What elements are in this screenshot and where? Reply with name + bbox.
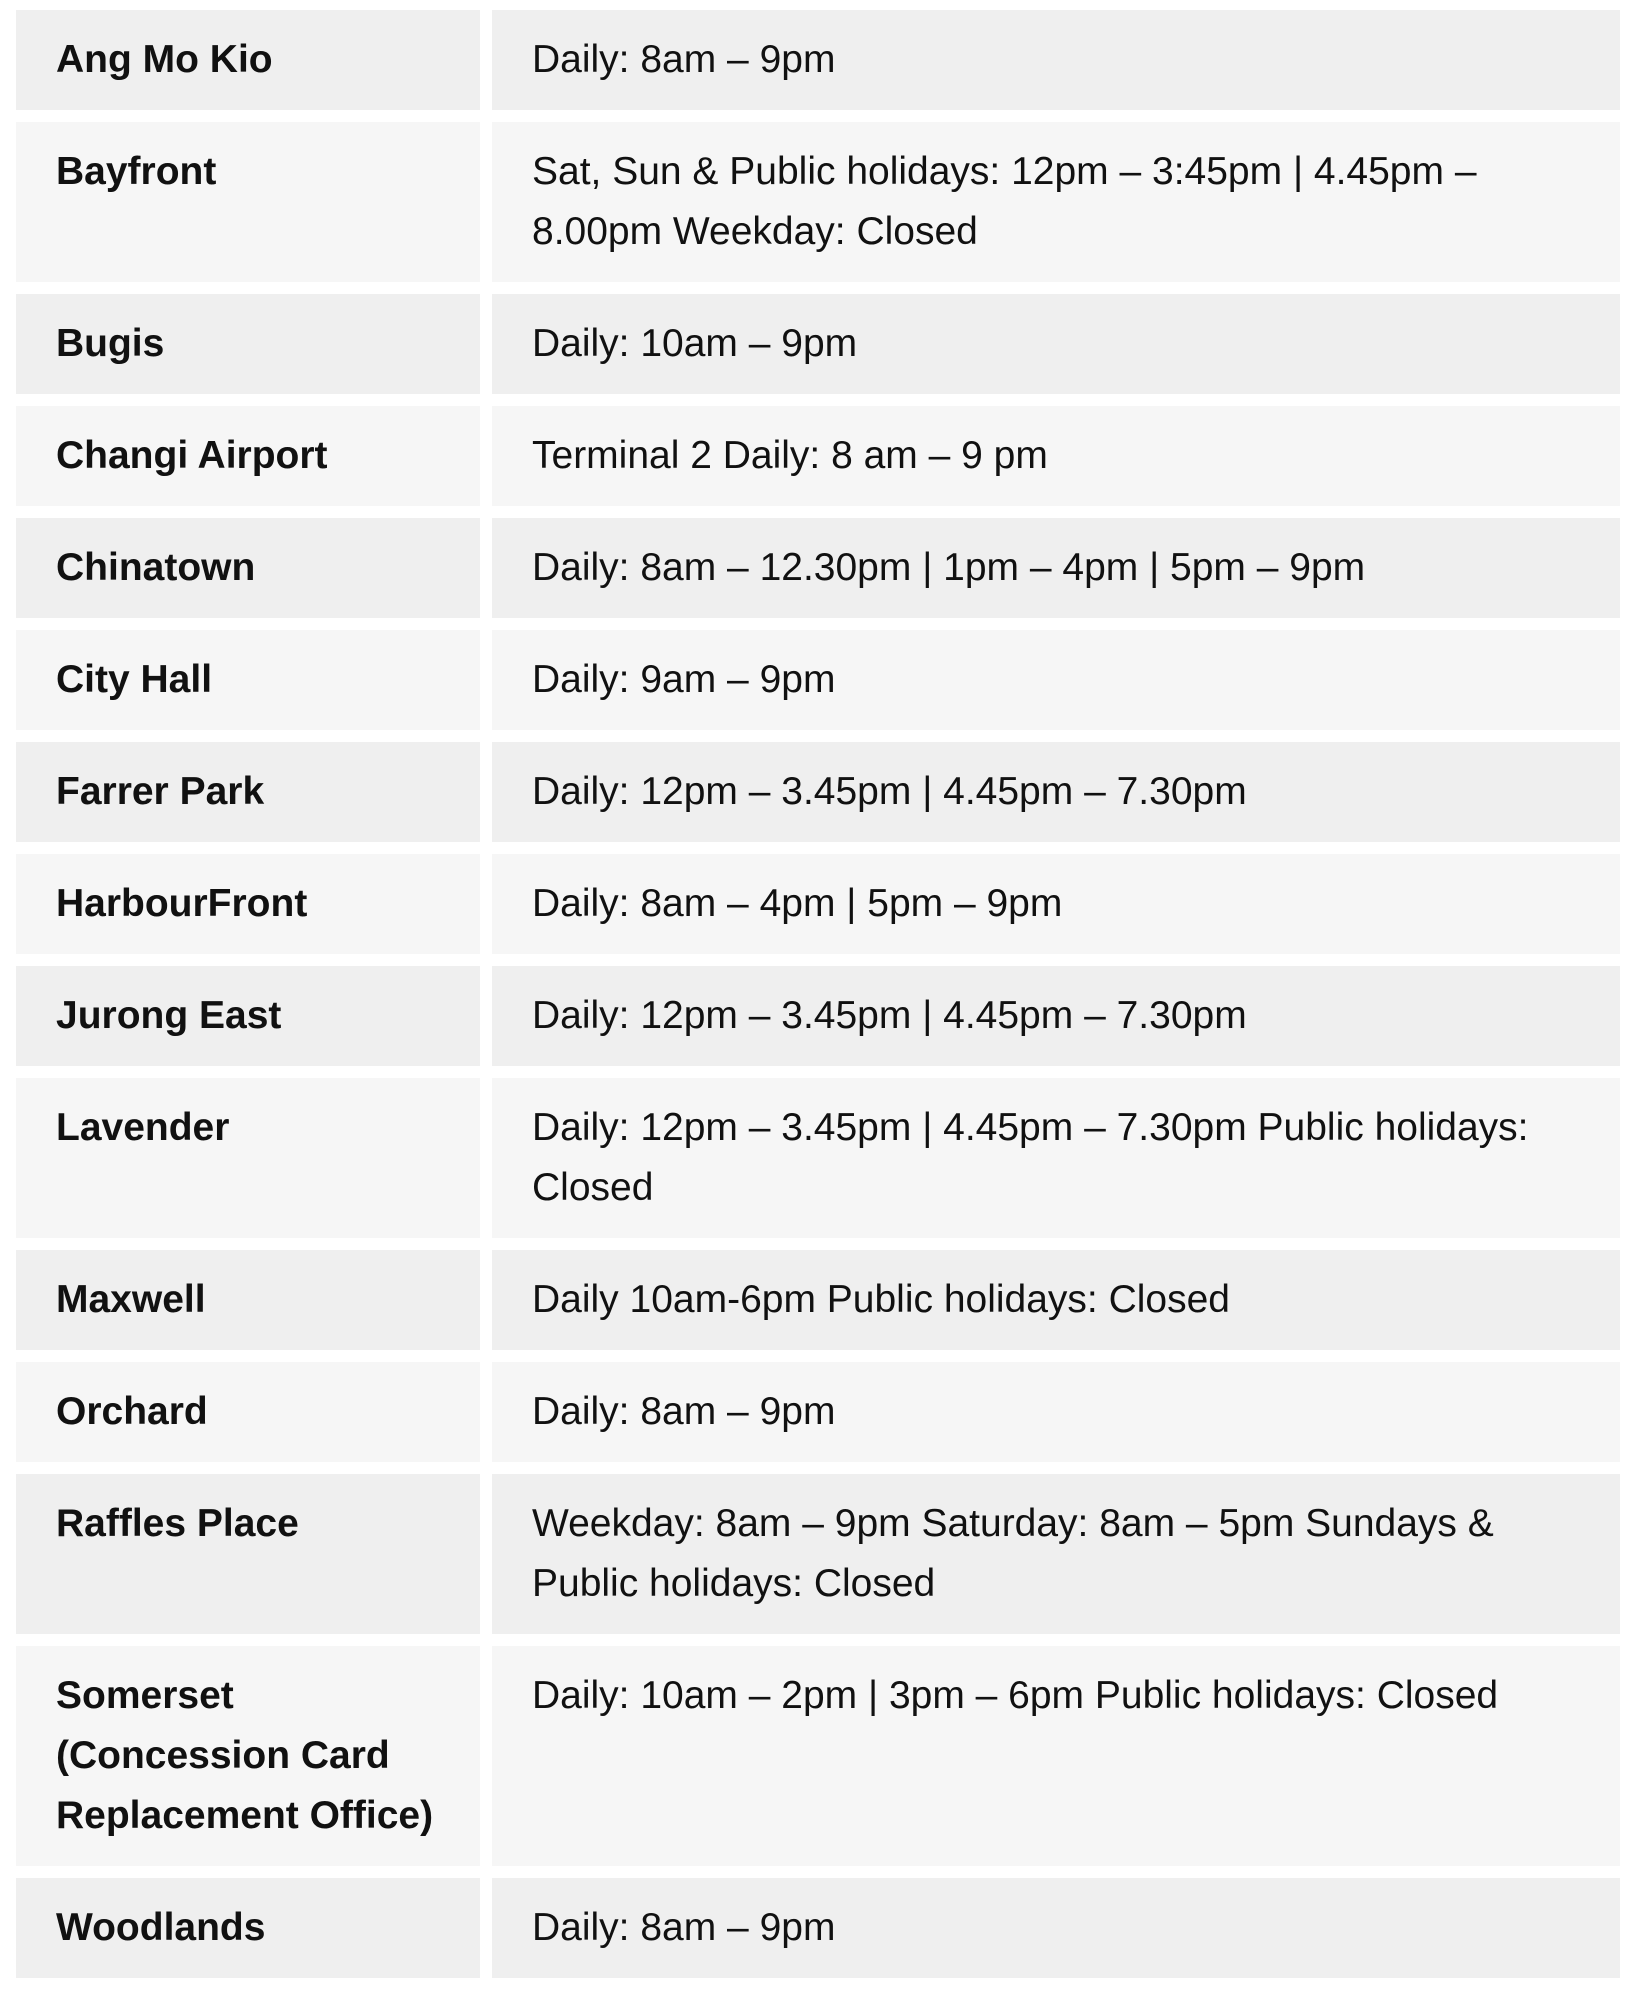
opening-hours: Daily: 12pm – 3.45pm | 4.45pm – 7.30pm Public holidays: Closed — [492, 1078, 1620, 1238]
table-row — [16, 854, 1620, 954]
opening-hours: Daily: 8am – 12.30pm | 1pm – 4pm | 5pm – 9pm — [492, 518, 1620, 618]
location-name: Chinatown — [16, 518, 492, 618]
location-name: Bugis — [16, 294, 492, 394]
opening-hours: Daily: 8am – 9pm — [492, 1878, 1620, 1978]
opening-hours: Daily: 12pm – 3.45pm | 4.45pm – 7.30pm — [492, 966, 1620, 1066]
table-row — [16, 966, 1620, 1066]
opening-hours: Daily: 8am – 9pm — [492, 1362, 1620, 1462]
table-row — [16, 1646, 1620, 1866]
opening-hours: Daily 10am-6pm Public holidays: Closed — [492, 1250, 1620, 1350]
table-row — [16, 10, 1620, 110]
opening-hours: Daily: 8am – 4pm | 5pm – 9pm — [492, 854, 1620, 954]
location-name: Woodlands — [16, 1878, 492, 1978]
opening-hours: Daily: 10am – 2pm | 3pm – 6pm Public holidays: Closed — [492, 1646, 1620, 1866]
location-name: Maxwell — [16, 1250, 492, 1350]
location-name: HarbourFront — [16, 854, 492, 954]
location-name: Somerset (Concession Card Replacement Office) — [16, 1646, 492, 1866]
location-name: Lavender — [16, 1078, 492, 1238]
table-row — [16, 518, 1620, 618]
opening-hours: Sat, Sun & Public holidays: 12pm – 3:45pm | 4.45pm – 8.00pm Weekday: Closed — [492, 122, 1620, 282]
opening-hours: Daily: 12pm – 3.45pm | 4.45pm – 7.30pm — [492, 742, 1620, 842]
table-row — [16, 406, 1620, 506]
location-name: City Hall — [16, 630, 492, 730]
table-row — [16, 1362, 1620, 1462]
table-row — [16, 1250, 1620, 1350]
opening-hours: Daily: 8am – 9pm — [492, 10, 1620, 110]
table-row — [16, 742, 1620, 842]
location-name: Changi Airport — [16, 406, 492, 506]
opening-hours: Terminal 2 Daily: 8 am – 9 pm — [492, 406, 1620, 506]
location-name: Farrer Park — [16, 742, 492, 842]
opening-hours-table — [16, 0, 1620, 1990]
location-name: Raffles Place — [16, 1474, 492, 1634]
opening-hours: Daily: 10am – 9pm — [492, 294, 1620, 394]
table-row — [16, 1078, 1620, 1238]
table-row — [16, 1474, 1620, 1634]
table-row — [16, 294, 1620, 394]
location-name: Ang Mo Kio — [16, 10, 492, 110]
table-row — [16, 630, 1620, 730]
opening-hours: Weekday: 8am – 9pm Saturday: 8am – 5pm Sundays & Public holidays: Closed — [492, 1474, 1620, 1634]
opening-hours: Daily: 9am – 9pm — [492, 630, 1620, 730]
location-name: Bayfront — [16, 122, 492, 282]
location-name: Orchard — [16, 1362, 492, 1462]
location-name: Jurong East — [16, 966, 492, 1066]
table-row — [16, 122, 1620, 282]
table-row — [16, 1878, 1620, 1978]
